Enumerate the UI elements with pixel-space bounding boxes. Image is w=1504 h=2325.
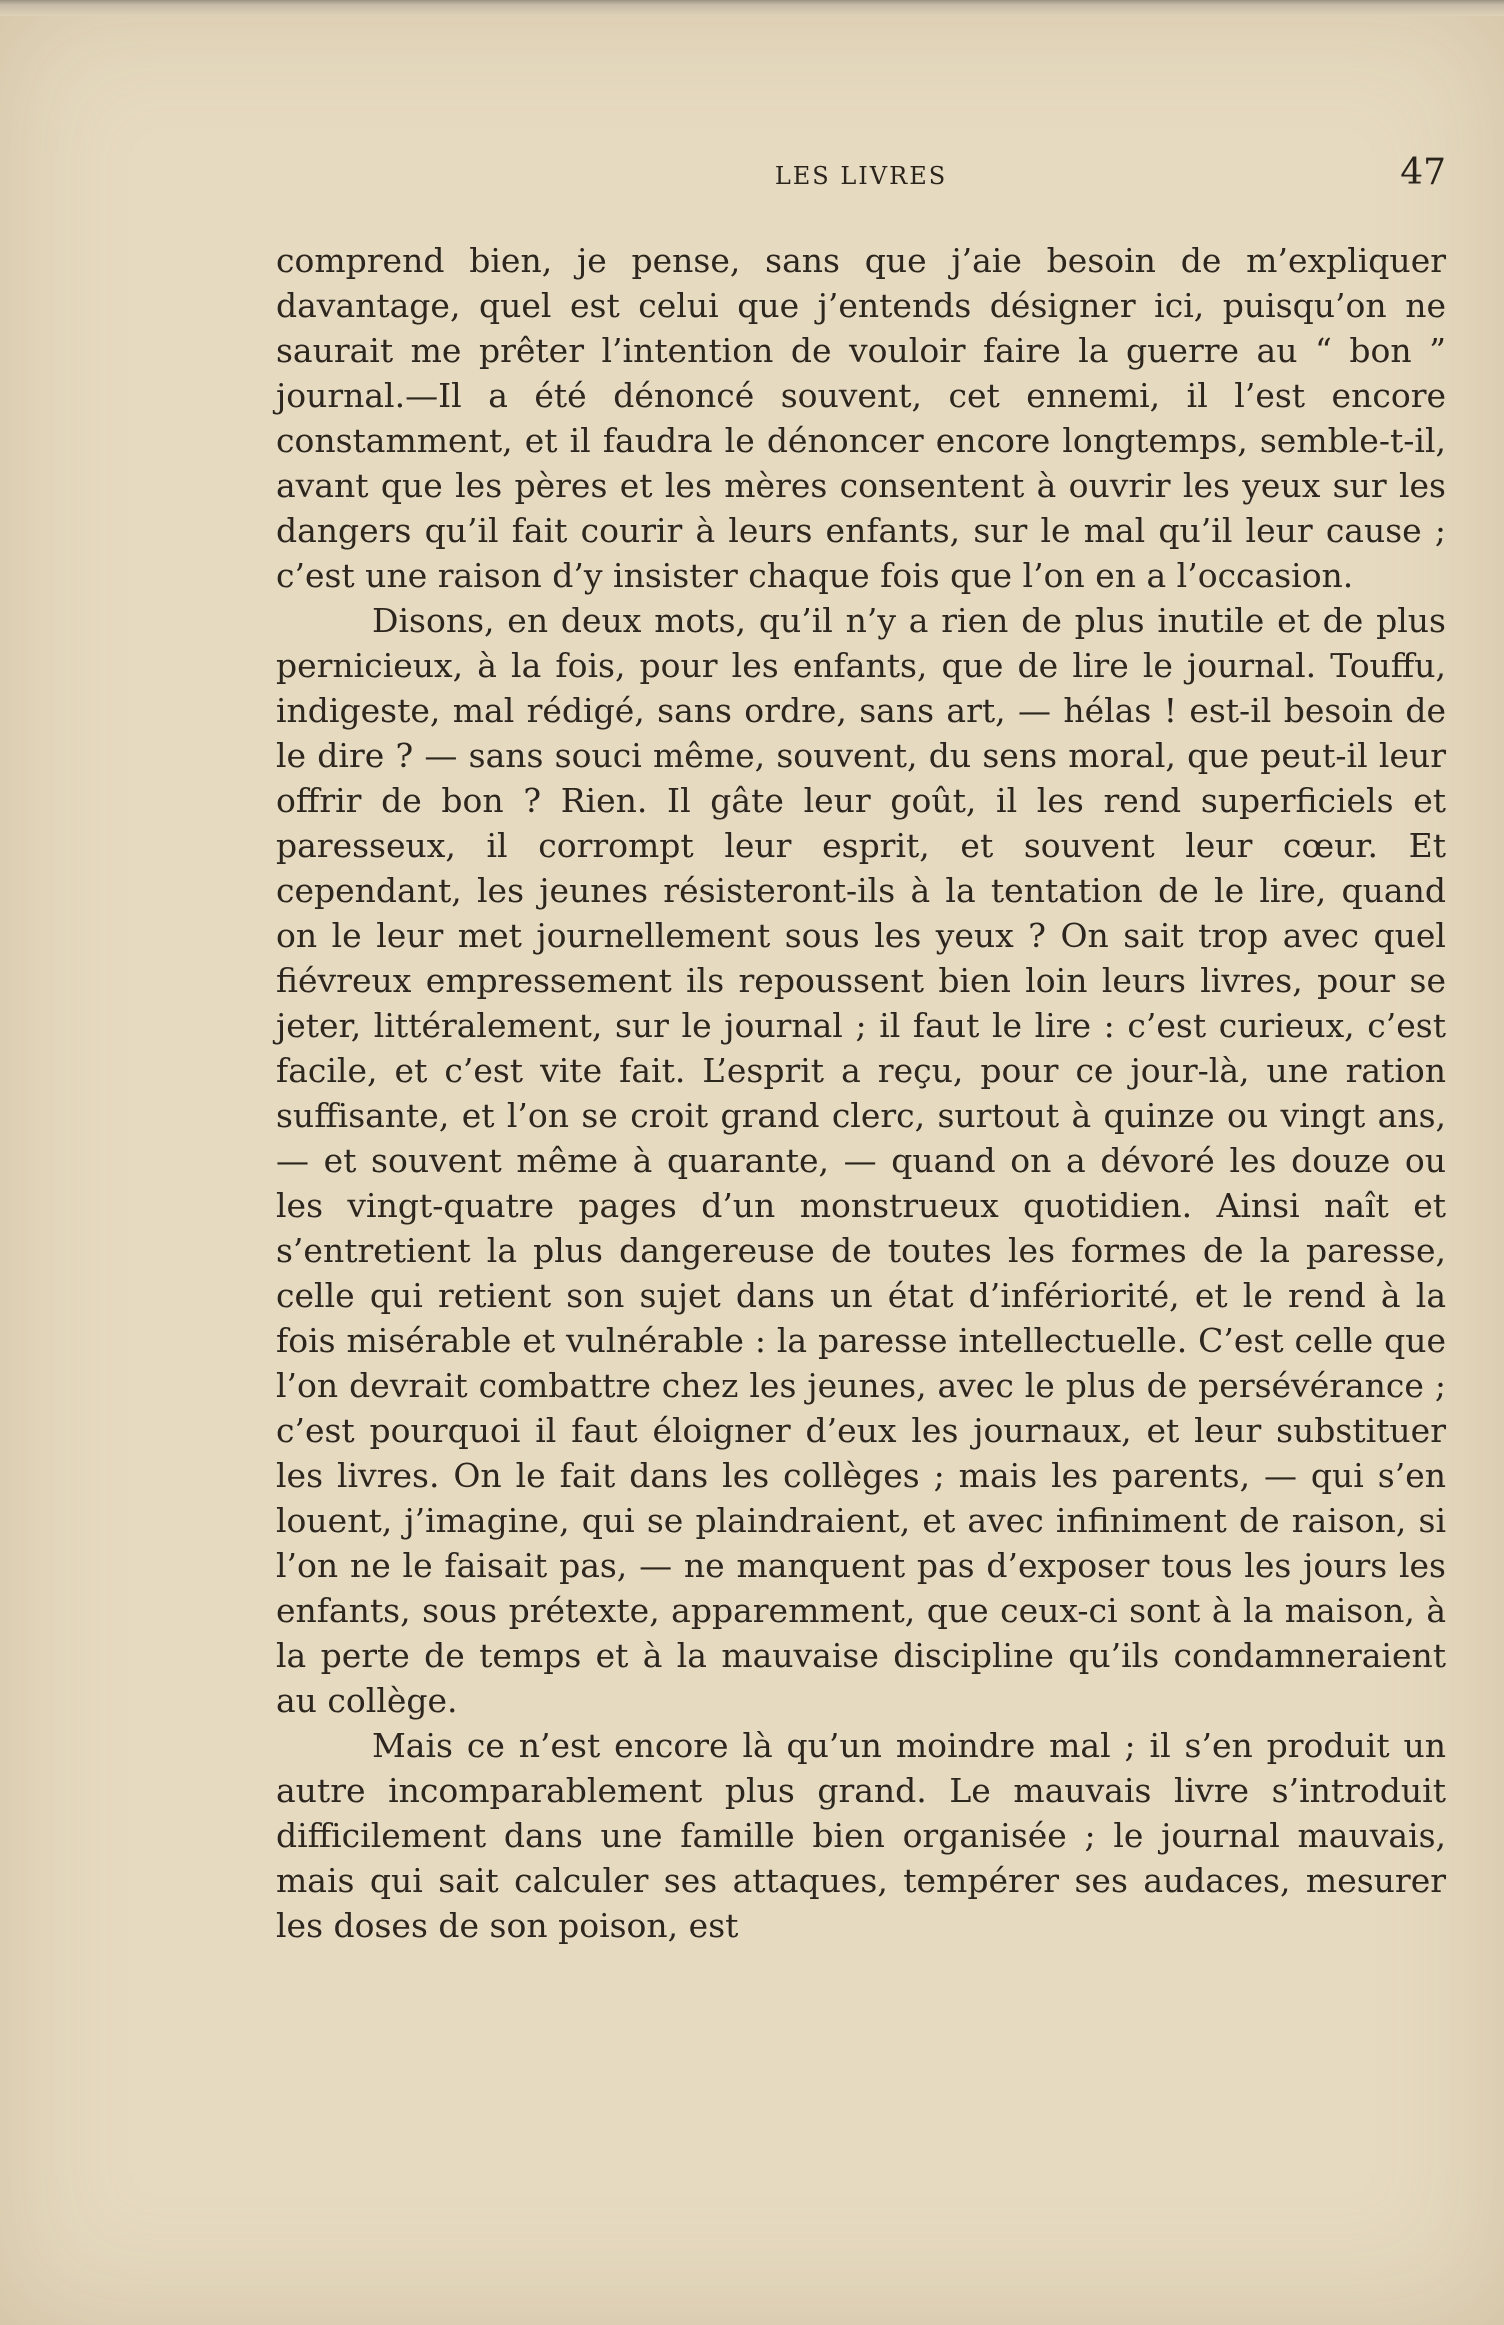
body-text [276,238,1446,1948]
page-number: 47 [1400,152,1446,193]
paragraph-3: Mais ce n’est encore là qu’un moindre mal ; il s’en produit un autre incomparablement plus grand. Le mauvais livre s’introduit difficilement dans une famille bien organisée ; le journal mauvais, mais qui sait calculer ses attaques, tempérer ses audaces, mesurer les doses de son poison, est [276,1726,1446,1945]
paragraph-1: comprend bien, je pense, sans que j’aie besoin de m’expliquer davantage, quel est celui que j’entends désigner ici, puisqu’on ne saurait me prêter l’intention de vouloir faire la guerre au “ bon ” journal.—Il a été dénoncé souvent, cet ennemi, il l’est encore constamment, et il faudra le dénoncer encore longtemps, semble-t-il, avant que les pères et les mères consentent à ouvrir les yeux sur les dangers qu’il fait courir à leurs enfants, sur le mal qu’il leur cause ; c’est une raison d’y insister chaque fois que l’on en a l’occasion. [276,241,1446,595]
page-header [276,152,1446,202]
running-head: LES LIVRES [774,162,948,190]
paragraph-2: Disons, en deux mots, qu’il n’y a rien de plus inutile et de plus pernicieux, à la fois, pour les enfants, que de lire le journal. Touffu, indigeste, mal rédigé, sans ordre, sans art, — hélas ! est-il besoin de le dire ? — sans souci même, souvent, du sens moral, que peut-il leur offrir de bon ? Rien. Il gâte leur goût, il les rend superficiels et paresseux, il corrompt leur esprit, et souvent leur cœur. Et cependant, les jeunes résisteront-ils à la tentation de le lire, quand on le leur met journellement sous les yeux ? On sait trop avec quel fiévreux empressement ils repoussent bien loin leurs livres, pour se jeter, littéralement, sur le journal ; il faut le lire : c’est curieux, c’est facile, et c’est vite fait. L’esprit a reçu, pour ce jour-là, une ration suffisante, et l’on se croit grand clerc, surtout à quinze ou vingt ans, — et souvent même à quarante, — quand on a dévoré les douze ou les vingt-quatre pages d’un monstrueux quotidien. Ainsi naît et s’entretient la plus dangereuse de toutes les formes de la paresse, celle qui retient son sujet dans un état d’infériorité, et le rend à la fois misérable et vulnérable : la paresse intellectuelle. C’est celle que l’on devrait combattre chez les jeunes, avec le plus de persévérance ; c’est pourquoi il faut éloigner d’eux les journaux, et leur substituer les livres. On le fait dans les collèges ; mais les parents, — qui s’en louent, j’imagine, qui se plaindraient, et avec infiniment de raison, si l’on ne le faisait pas, — ne manquent pas d’exposer tous les jours les enfants, sous prétexte, apparemment, que ceux-ci sont à la maison, à la perte de temps et à la mauvaise discipline qu’ils condamneraient au collège. [276,601,1446,1720]
page-top-edge [0,0,1504,16]
